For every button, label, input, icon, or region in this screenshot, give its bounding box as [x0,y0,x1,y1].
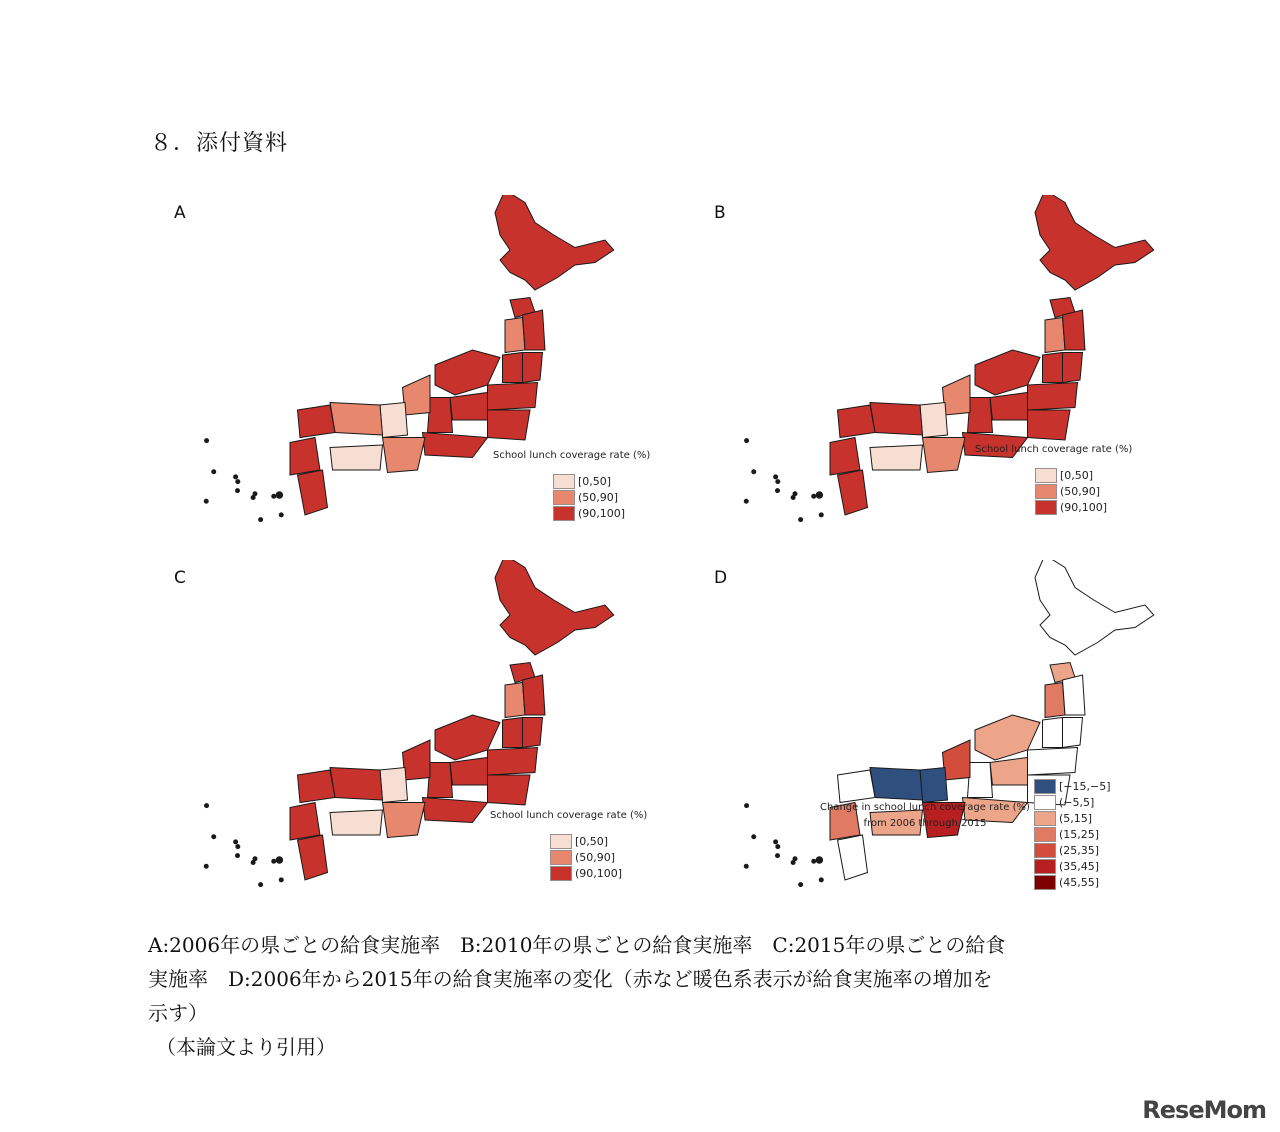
island-mark [233,839,238,844]
legend-swatch [1034,843,1056,858]
prefecture-region-iwate [1063,310,1086,350]
prefecture-region-hokkaido [1035,195,1154,290]
prefecture-region-akita [1045,683,1065,718]
legend-item: (90,100] [550,865,647,881]
island-mark [775,488,780,493]
prefecture-region-tokai [423,798,488,823]
island-mark [258,517,263,522]
prefecture-region-kyushu-n [830,438,860,476]
island-mark [253,491,258,496]
island-mark [276,856,284,864]
prefecture-region-miyagi [1063,718,1083,748]
prefecture-region-chugoku-w [838,405,876,438]
prefecture-region-hokkaido [1035,560,1154,655]
prefecture-region-chugoku-e [870,403,923,436]
island-mark [811,494,816,499]
prefecture-region-yamagata [503,353,523,383]
prefecture-region-nagano [968,398,993,433]
legend-swatch [553,506,575,521]
prefecture-region-kanto-n [450,758,488,786]
legend-item: (15,25] [1034,826,1111,842]
island-mark [811,859,816,864]
legend-swatch [1035,500,1057,515]
island-mark [235,853,240,858]
island-mark [819,512,824,517]
prefecture-region-akita [1045,318,1065,353]
prefecture-region-kanto-s [488,775,531,805]
prefecture-region-kyushu-n [290,803,320,841]
panel-label-b: B [714,203,726,223]
prefecture-region-miyagi [523,353,543,383]
legend-swatch [1035,468,1057,483]
legend-title-c: School lunch coverage rate (%) [490,810,648,821]
island-mark [816,491,824,499]
legend-swatch [553,474,575,489]
island-mark [235,488,240,493]
panel-label-d: D [714,568,728,588]
prefecture-region-kyushu-s [298,835,328,880]
island-mark [235,479,240,484]
island-mark [211,834,216,839]
prefecture-region-tokai [423,433,488,458]
legend-swatch [1034,779,1056,794]
section-heading: ８．添付資料 [150,131,289,156]
prefecture-region-iwate [523,675,546,715]
map-panel-d [700,560,1220,915]
legend-item: (50,90] [550,849,647,865]
prefecture-region-fukushima [488,383,538,411]
prefecture-region-kinki [383,803,426,838]
island-mark [204,438,209,443]
legend-item: (90,100] [1035,499,1132,515]
panel-label-a: A [174,203,186,223]
legend-swatch [1034,827,1056,842]
watermark-logo: ReseMom [1142,1096,1266,1124]
prefecture-region-akita [505,683,525,718]
prefecture-region-kyushu-s [298,470,328,515]
island-mark [235,844,240,849]
island-mark [253,856,258,861]
island-mark [744,438,749,443]
island-mark [816,856,824,864]
island-mark [793,856,798,861]
map-panel-a [160,195,680,550]
prefecture-region-iwate [1063,675,1086,715]
legend-item: (50,90] [553,489,650,505]
island-mark [798,517,803,522]
island-mark [271,494,276,499]
legend-item: (50,90] [1035,483,1132,499]
prefecture-region-chugoku-w [298,770,336,803]
island-mark [204,803,209,808]
legend-swatch [1035,484,1057,499]
island-mark [233,474,238,479]
island-mark [276,491,284,499]
prefecture-region-fukushima [488,748,538,776]
island-mark [279,512,284,517]
japan-map-b [700,195,1220,550]
prefecture-region-iwate [523,310,546,350]
legend-swatch [553,490,575,505]
legend-item: (45,55] [1034,874,1111,890]
legend-title-d: Change in school lunch coverage rate (%) from 2006 through 2015 [820,802,1030,829]
legend-item: [−15,−5] [1034,778,1111,794]
prefecture-region-chugoku-e [330,768,383,801]
prefecture-region-shikoku [330,445,383,470]
legend-swatch [1034,795,1056,810]
prefecture-region-miyagi [523,718,543,748]
japan-map-d [700,560,1220,915]
island-mark [775,844,780,849]
island-mark [775,853,780,858]
legend-a [493,450,650,521]
legend-item: (5,15] [1034,810,1111,826]
prefecture-region-chubu-w [943,375,971,415]
legend-item: (25,35] [1034,842,1111,858]
prefecture-region-chubu-w [403,375,431,415]
island-mark [279,877,284,882]
map-panel-b [700,195,1220,550]
island-mark [773,839,778,844]
prefecture-region-miyagi [1063,353,1083,383]
island-mark [204,864,209,869]
prefecture-region-hokkaido [495,560,614,655]
legend-b [975,444,1132,515]
prefecture-region-nagano [428,763,453,798]
legend-swatch [550,866,572,881]
legend-item: (90,100] [553,505,650,521]
caption-line: A:2006年の県ごとの給食実施率 B:2010年の県ごとの給食実施率 C:2015年の県ごとの給食 [148,933,1006,957]
legend-swatch [550,834,572,849]
legend-item: (−5,5] [1034,794,1111,810]
panel-label-c: C [174,568,186,588]
legend-d [820,778,1111,889]
island-mark [271,859,276,864]
island-mark [773,474,778,479]
prefecture-region-kanto-n [450,393,488,421]
figure-caption [148,928,1138,1064]
prefecture-region-fukushima [1028,383,1078,411]
legend-swatch [550,850,572,865]
prefecture-region-hokkaido [495,195,614,290]
prefecture-region-yamagata [503,718,523,748]
legend-title-a: School lunch coverage rate (%) [493,450,651,461]
prefecture-region-kinki [383,438,426,473]
island-mark [751,469,756,474]
island-mark [744,864,749,869]
prefecture-region-shikoku [330,810,383,835]
prefecture-region-yamagata [1043,353,1063,383]
legend-item: (35,45] [1034,858,1111,874]
caption-line: 実施率 D:2006年から2015年の給食実施率の変化（赤など暖色系表示が給食実施率の増加を [148,967,993,991]
map-panel-c [160,560,680,915]
caption-line: 示す） [148,1001,208,1025]
island-mark [258,882,263,887]
prefecture-region-shikoku [870,445,923,470]
prefecture-region-chugoku-e [330,403,383,436]
island-mark [204,499,209,504]
legend-item: [0,50] [550,833,647,849]
prefecture-region-kyushu-n [290,438,320,476]
legend-swatch [1034,859,1056,874]
legend-c [490,810,647,881]
prefecture-region-kinki-n [380,403,408,438]
island-mark [751,834,756,839]
legend-title-b: School lunch coverage rate (%) [975,444,1133,455]
prefecture-region-nagano [428,398,453,433]
prefecture-region-kinki-n [920,403,948,438]
prefecture-region-akita [505,318,525,353]
caption-source: （本論文より引用） [156,1035,336,1059]
legend-item: [0,50] [1035,467,1132,483]
prefecture-region-kyushu-s [838,470,868,515]
island-mark [744,499,749,504]
legend-swatch [1034,875,1056,890]
prefecture-region-kanto-s [1028,410,1071,440]
prefecture-region-kanto-n [990,393,1028,421]
legend-item: [0,50] [553,473,650,489]
prefecture-region-chugoku-w [298,405,336,438]
prefecture-region-kinki-n [380,768,408,803]
prefecture-region-kinki [923,438,966,473]
prefecture-region-chubu-w [403,740,431,780]
legend-swatch [1034,811,1056,826]
prefecture-region-kanto-s [488,410,531,440]
island-mark [798,882,803,887]
island-mark [744,803,749,808]
island-mark [819,877,824,882]
island-mark [775,479,780,484]
prefecture-region-chubu-w [943,740,971,780]
island-mark [793,491,798,496]
prefecture-region-yamagata [1043,718,1063,748]
island-mark [211,469,216,474]
prefecture-region-fukushima [1028,748,1078,776]
